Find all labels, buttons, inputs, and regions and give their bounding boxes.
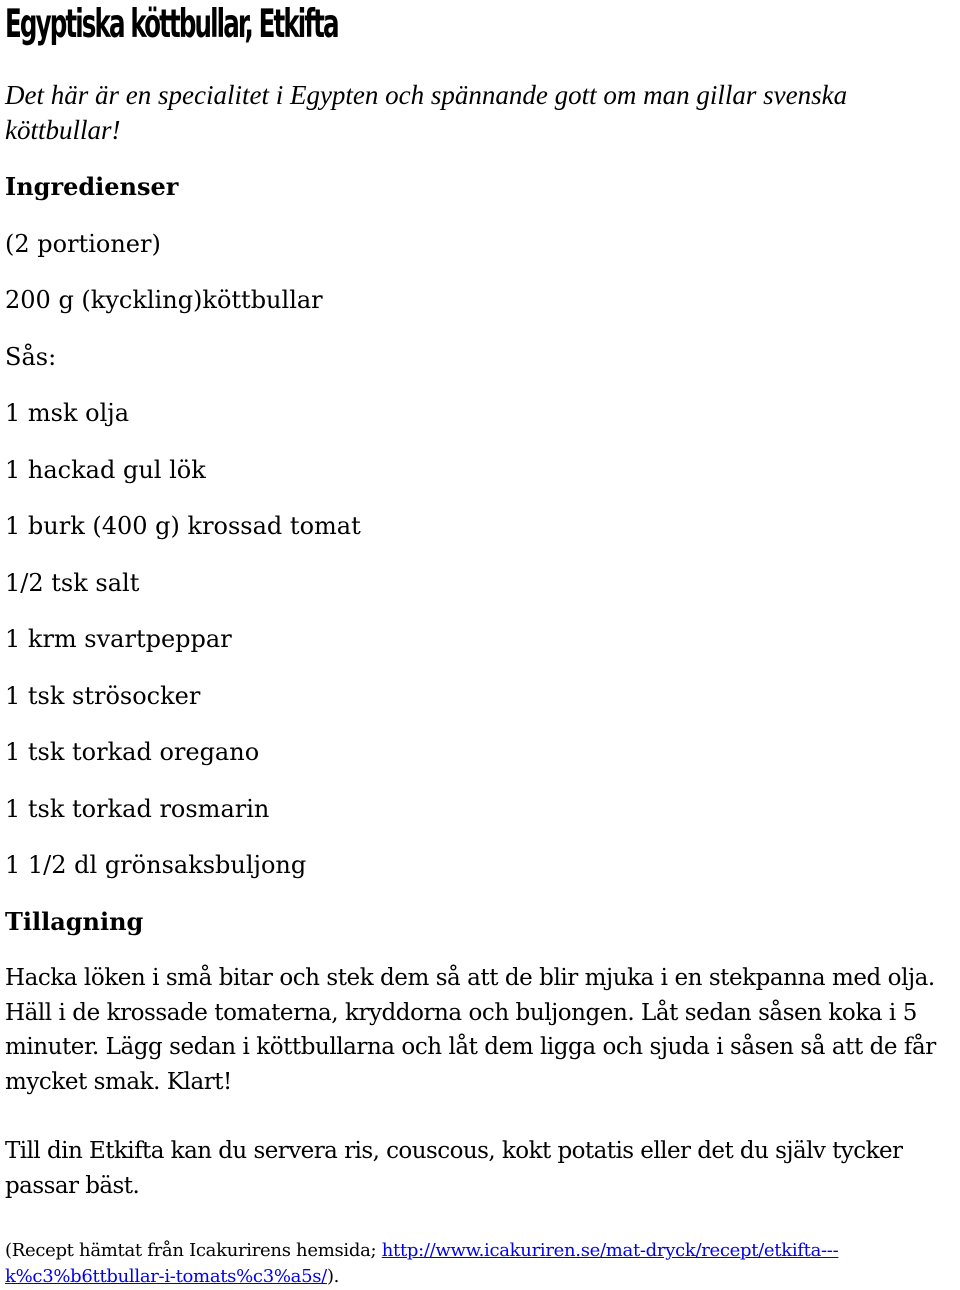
ingredients-heading: Ingredienser: [5, 172, 179, 201]
recipe-title: Egyptiska köttbullar, Etkifta: [5, 2, 338, 47]
ingredient-sauce-label: Sås:: [5, 343, 57, 371]
ingredient-tomato: 1 burk (400 g) krossad tomat: [5, 512, 361, 540]
ingredient-onion: 1 hackad gul lök: [5, 456, 206, 484]
serving-paragraph: Till din Etkifta kan du servera ris, couscous, kokt potatis eller det du själv tycker passar bäst.: [5, 1138, 903, 1199]
source-link[interactable]: http://www.icakuriren.se/mat-dryck/recept/etkifta---k%c3%b6ttbullar-i-tomats%c3%a5s/: [5, 1240, 839, 1287]
ingredient-oregano: 1 tsk torkad oregano: [5, 738, 260, 766]
source-prefix: (Recept hämtat från Icakurirens hemsida;: [5, 1240, 382, 1261]
ingredient-pepper: 1 krm svartpeppar: [5, 625, 232, 653]
method-paragraph: Hacka löken i små bitar och stek dem så att de blir mjuka i en stekpanna med olja. Häll i de krossade tomaterna, kryddorna och buljongen. Låt sedan såsen koka i 5 minuter. Lägg sedan i köttbullarna och låt dem ligga och sjuda i såsen så att de får mycket smak. Klart!: [5, 965, 936, 1095]
recipe-intro: Det här är en specialitet i Egypten och spännande gott om man gillar svenska köttbullar!: [5, 80, 848, 145]
ingredient-salt: 1/2 tsk salt: [5, 569, 140, 597]
ingredient-broth: 1 1/2 dl grönsaksbuljong: [5, 851, 307, 879]
ingredient-rosemary: 1 tsk torkad rosmarin: [5, 795, 270, 823]
ingredient-meatballs: 200 g (kyckling)köttbullar: [5, 286, 323, 314]
source-note: [5, 1238, 960, 1290]
ingredient-oil: 1 msk olja: [5, 399, 130, 427]
source-suffix: ).: [326, 1266, 340, 1287]
ingredient-sugar: 1 tsk strösocker: [5, 682, 201, 710]
method-heading: Tillagning: [5, 907, 144, 936]
ingredient-servings: (2 portioner): [5, 230, 161, 258]
